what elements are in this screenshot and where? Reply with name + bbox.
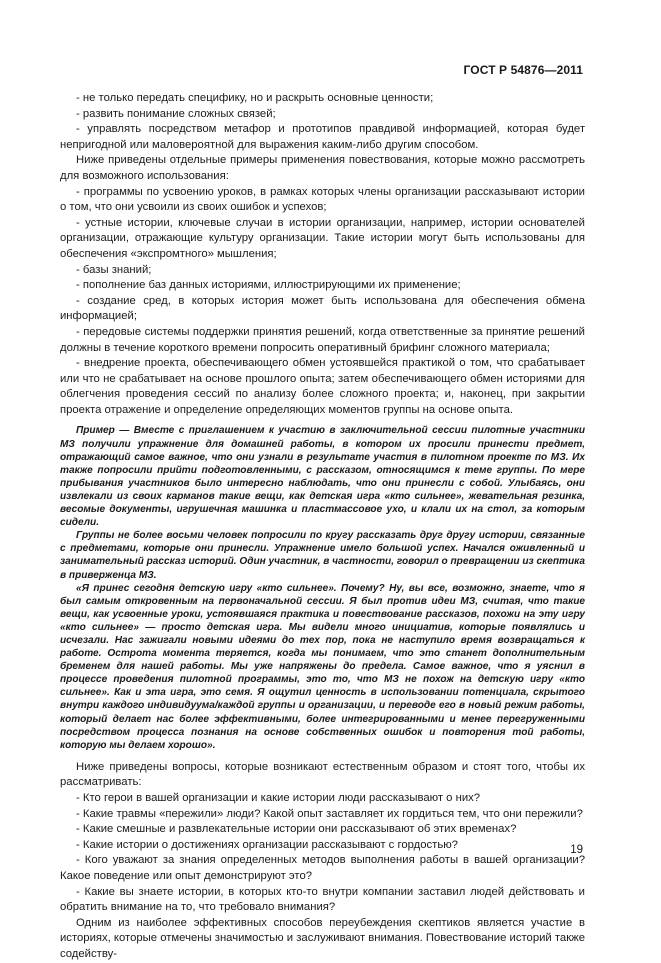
list-item: - создание сред, в которых история может быть использована для обеспечения обмена информацией; [60, 294, 585, 323]
paragraph: Ниже приведены вопросы, которые возникают естественным образом и стоят того, чтобы их рассматривать: [60, 760, 585, 789]
question-item: - Какие смешные и развлекательные истории они рассказывают об этих временах? [76, 823, 517, 836]
list-item: - не только передать специфику, но и раскрыть основные ценности; [76, 92, 434, 104]
question-item: - Кто герои в вашей организации и какие истории люди рассказывают о них? [76, 792, 481, 804]
list-item: - управлять посредством метафор и прототипов правдивой информацией, которая будет непригодной или маловероятной для выражения каким-либо другим способом. [60, 123, 585, 151]
example-quote: «Я принес сегодня детскую игру «кто сильнее». Почему? Ну, вы все, возможно, знаете, что я был самым откровенным на первоначальной сессии. Я был против идеи МЗ, считая, что такие вещи, как усвоенные уроки, устоявшаяся практика и повествование рассказов, похожи на эту игру «кто сильнее» — просто детская игра. Мы видели много инициатив, которые появлялись и исчезали. Нас зажигали новыми идеями до тех пор, пока не наступило время возвращаться к работе. Острота момента теряется, когда мы понимаем, что это станет дополнительным бременем для нашей работы. Мы уже напряжены до предела. Самое важное, что я уяснил в процессе проведения пилотной программы, это то, что МЗ не похож на детскую игру «кто сильнее». Как и эта игра, это семя. Я ощутил ценность в использовании потенциала, скрытого внутри каждого индивидуума/каждой группы и организации, и переводе его в новый режим работы, который делает нас более эффективными, более интегрированными и менее перегруженными посредством процесса познания на основе собственных ошибок и повторения той работы, которую мы делаем хорошо». [60, 582, 585, 751]
list-item: - пополнение баз данных историями, иллюстрирующими их применение; [76, 279, 461, 292]
example-paragraph: Группы не более восьми человек попросили по кругу рассказать друг другу истории, связанные с предметами, которые они принесли. Упражнение имело большой успех. Начался оживленный и занимательный рассказ историй. Один участник, в частности, говорил о превращении из скептика в приверженца МЗ. [60, 530, 585, 581]
list-item: - развить понимание сложных связей; [76, 107, 276, 120]
page-body [60, 91, 585, 963]
page-number: 19 [570, 844, 583, 856]
example-block [60, 424, 585, 751]
questions-section [60, 760, 585, 963]
document-header: ГОСТ Р 54876—2011 [463, 63, 583, 77]
question-item: - Какие истории о достижениях организации рассказывают с гордостью? [76, 838, 458, 851]
list-item: - внедрение проекта, обеспечивающего обмен устоявшейся практикой о том, что срабатывает или что не срабатывает на основе прошлого опыта; затем обеспечивающего обмен историями для облегчения проведения сессий по анализу более сложного проекта; и, наконец, при закрытии проекта отражение и определение определяющих моментов группы на основе опыта. [60, 357, 585, 416]
example-paragraph: Пример — Вместе с приглашением к участию в заключительной сессии пилотные участники МЗ получили упражнение для домашней работы, в котором их просили принести предмет, отражающий самое важное, что они узнали в результате участия в пилотном проекте по МЗ. Их также попросили прийти подготовленными, с рассказом, относящимся к теме группы. По мере прибывания участников было интересно наблюдать, что они принесли с собой. Улыбаясь, они извлекали из своих карманов такие вещи, как детская игра «кто сильнее», жевательная резинка, весомые документы, игрушечная машинка и пластмассовое ухо, и клали их на стол, за которым сидели. [60, 425, 585, 529]
question-item: - Какие травмы «пережили» люди? Какой опыт заставляет их гордиться тем, что они пережили? [76, 807, 583, 820]
list-item: - передовые системы поддержки принятия решений, когда ответственные за принятие решений должны в течение короткого времени попросить оперативный брифинг сложного материала; [60, 325, 585, 354]
question-item: - Какие вы знаете истории, в которых кто-то внутри компании заставил людей действовать и обратить внимание на то, что требовало внимания? [60, 885, 585, 914]
paragraph: Одним из наиболее эффективных способов переубеждения скептиков является участие в историях, которые отмечены значимостью и заслуживают внимания. Повествование историй также содейству- [60, 916, 585, 960]
list-item: - программы по усвоению уроков, в рамках которых члены организации рассказывают истории о том, что они усвоили из своих ошибок и успехов; [60, 185, 585, 214]
list-item: - базы знаний; [76, 263, 152, 276]
question-item: - Кого уважают за знания определенных методов выполнения работы в вашей организации? Какое поведение или опыт демонстрируют это? [60, 854, 585, 882]
list-item: - устные истории, ключевые случаи в истории организации, например, истории основателей организации, отражающие культуру организации. Такие истории могут быть использованы для обеспечения «экспромтного» мышления; [60, 216, 585, 260]
paragraph: Ниже приведены отдельные примеры применения повествования, которые можно рассмотреть для возможного использования: [60, 154, 585, 182]
